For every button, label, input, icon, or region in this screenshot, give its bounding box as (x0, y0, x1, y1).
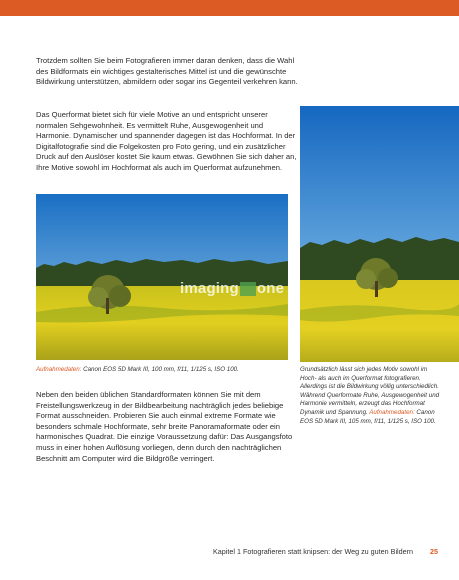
landscape-caption (36, 366, 239, 373)
paragraph-intro: Trotzdem sollten Sie beim Fotografieren immer daran denken, dass die Wahl des Bildformats ein wichtiges gestalterisches Mittel ist und die gewünschte Bildwirkung unterstützen, abmildern oder sogar ins Gegenteil verkehren kann. (36, 56, 298, 87)
caption-data: Canon EOS 5D Mark III, 105 mm, f/11, 1/125 s, ISO 100. (300, 408, 436, 425)
portrait-caption (300, 366, 440, 426)
watermark-text-right: one (256, 280, 285, 297)
imagingone-watermark (180, 280, 284, 297)
caption-data: Canon EOS 5D Mark III, 100 mm, f/11, 1/125 s, ISO 100. (81, 366, 239, 373)
paragraph-querformat: Das Querformat bietet sich für viele Motive an und entspricht unserer normalen Sehgewohnheit. Es vermittelt Ruhe, Ausgewogenheit und Harmonie. Dynamischer und spannender dagegen ist das Hochformat. In der Digitalfotografie sind die Folgekosten pro Foto gering, und ein zusätzlicher Druck auf den Auslöser kostet Sie kaum etwas. Gewöhnen Sie sich daher an, Ihre Motive sowohl im Hochformat als auch im Querformat aufzunehmen. (36, 110, 297, 172)
watermark-text-left: imaging (180, 280, 239, 297)
footer-chapter-title: Kapitel 1 Fotografieren statt knipsen: der Weg zu guten Bildern (213, 547, 414, 556)
caption-label: Aufnahmedaten: (369, 408, 415, 416)
paragraph-formate: Neben den beiden üblichen Standardformaten können Sie mit dem Freistellungswerkzeug in der Bildbearbeitung nachträglich jedes beliebige Format ausschneiden. Probieren Sie auch einmal extreme Formate wie besonders schmale Hochformate, sehr breite Panoramaformate oder ein harmonisches Quadrat. Die einzige Voraussetzung dafür: Das Ausgangsfoto muss in einer hohen Auflösung vorliegen, denn durch den nachträglichen Beschnitt am Computer wird die Bildgröße verringert. (36, 390, 293, 463)
top-accent-bar (0, 0, 459, 16)
caption-label: Aufnahmedaten: (36, 366, 82, 373)
landscape-photo (36, 194, 288, 360)
watermark-logo-icon (240, 282, 256, 296)
portrait-photo (300, 106, 459, 362)
page-number: 25 (430, 547, 438, 556)
caption-description: Grundsätzlich lässt sich jedes Motiv sowohl im Hoch- als auch im Querformat fotografieren. Allerdings ist die Bildwirkung völlig unterschiedlich. Während Querformate Ruhe, Ausgewogenheit und Harmonie vermitteln, erzeugt das Hochformat Dynamik und Spannung. (300, 366, 440, 416)
